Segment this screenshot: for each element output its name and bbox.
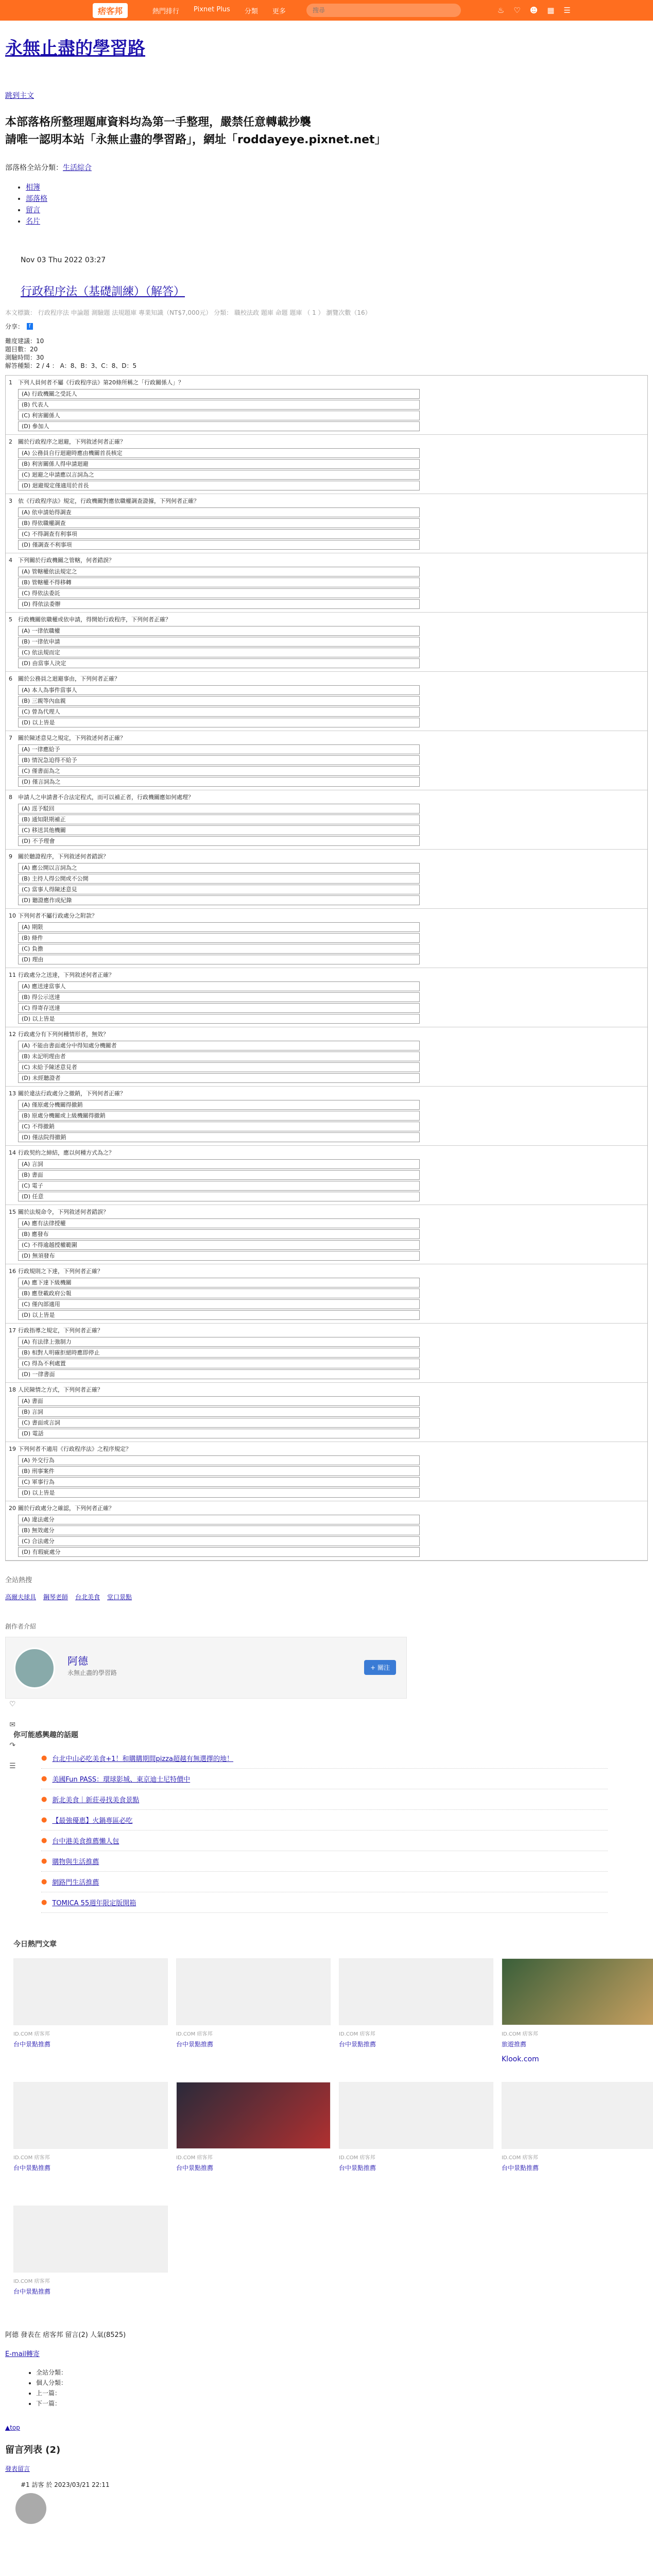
question-item bbox=[6, 1442, 647, 1501]
card-title[interactable]: 台中景點推薦 bbox=[339, 2041, 376, 2048]
hot-link[interactable]: 美國Fun PASS：環球影城、東京迪士尼特價中 bbox=[52, 1776, 191, 1784]
hot-item[interactable] bbox=[41, 1831, 608, 1851]
question-item bbox=[6, 1027, 647, 1087]
link-profile[interactable]: 名片 bbox=[26, 217, 40, 226]
answer-option[interactable]: (D) 以上皆是 bbox=[18, 718, 420, 727]
question-item bbox=[6, 613, 647, 672]
answer-option[interactable]: (B) 原處分機關或上級機關得撤銷 bbox=[18, 1111, 420, 1121]
comment-icon[interactable]: ✉ bbox=[9, 1721, 16, 1729]
hot-item[interactable] bbox=[41, 1892, 608, 1913]
answer-option[interactable]: (A) 應有法律授權 bbox=[18, 1218, 420, 1228]
answer-option[interactable]: (A) 有法律上強制力 bbox=[18, 1337, 420, 1347]
share-label: 分享： bbox=[5, 323, 24, 330]
pixnet-logo[interactable]: 痞客邦 bbox=[93, 3, 128, 18]
card-meta: ID.COM 痞客邦 bbox=[339, 2155, 375, 2161]
hot-item[interactable] bbox=[41, 1810, 608, 1831]
question-number: 7 bbox=[9, 735, 12, 741]
answer-option[interactable]: (A) 不能由書面處分中得知處分機關者 bbox=[18, 1041, 420, 1050]
question-item bbox=[6, 850, 647, 909]
question-number: 15 bbox=[9, 1209, 16, 1215]
card-meta: ID.COM 痞客邦 bbox=[339, 2031, 375, 2037]
post-date: Nov 03 Thu 2022 03:27 bbox=[21, 256, 106, 264]
question-item bbox=[6, 494, 647, 553]
answer-option[interactable]: (D) 得依法委辦 bbox=[18, 599, 420, 609]
info-line: 題目數：20 bbox=[5, 346, 38, 353]
quiz-info bbox=[5, 337, 648, 370]
hot-link[interactable]: 台中港美食推薦懶人包 bbox=[52, 1838, 119, 1845]
question-number: 17 bbox=[9, 1327, 16, 1334]
question-item bbox=[6, 909, 647, 968]
avatar bbox=[15, 2493, 46, 2524]
card-meta: ID.COM 痞客邦 bbox=[176, 2155, 213, 2161]
author-subtitle: 永無止盡的學習路 bbox=[67, 1669, 117, 1676]
nav-more[interactable]: 更多 bbox=[272, 7, 286, 15]
hot-link[interactable]: 購物與生活推薦 bbox=[52, 1858, 99, 1866]
bullet-icon: ● bbox=[41, 1754, 47, 1762]
info-line: 測驗時間：30 bbox=[5, 354, 44, 361]
search-input[interactable] bbox=[306, 4, 461, 17]
answer-option[interactable]: (B) 一律依申請 bbox=[18, 637, 420, 647]
question-item bbox=[6, 1205, 647, 1264]
skip-link[interactable]: 跳到主文 bbox=[5, 92, 34, 100]
answer-option[interactable]: (C) 迴避之申請應以言詞為之 bbox=[18, 470, 420, 480]
article-card[interactable] bbox=[502, 2082, 653, 2190]
card-thumbnail[interactable] bbox=[339, 1958, 493, 2025]
card-meta: ID.COM 痞客邦 bbox=[13, 2279, 50, 2284]
info-line: 解答種類：2 / 4 ： A：8、B：3、C：8、D：5 bbox=[5, 362, 137, 369]
card-thumbnail[interactable] bbox=[13, 2082, 168, 2149]
card-thumbnail[interactable] bbox=[13, 1958, 168, 2025]
answer-option[interactable]: (B) 相對人明確拒絕時應即停止 bbox=[18, 1348, 420, 1358]
question-number: 20 bbox=[9, 1505, 16, 1512]
answer-option[interactable]: (D) 參加人 bbox=[18, 421, 420, 431]
answer-option[interactable]: (D) 一律書面 bbox=[18, 1369, 420, 1379]
question-stem: 行政機關依職權或依申請，得開始行政程序，下列何者正確？ bbox=[18, 616, 171, 623]
answer-option[interactable]: (D) 理由 bbox=[18, 955, 420, 964]
answer-option[interactable]: (D) 由當事人決定 bbox=[18, 658, 420, 668]
answer-option[interactable]: (C) 軍事行為 bbox=[18, 1477, 420, 1487]
heart-icon[interactable]: ♡ bbox=[9, 1700, 16, 1708]
list-item[interactable]: • 下一篇： bbox=[36, 2398, 648, 2409]
question-item bbox=[6, 1146, 647, 1205]
nav-hot[interactable]: 熱門排行 bbox=[152, 7, 180, 15]
share-icon[interactable]: ↷ bbox=[9, 1741, 16, 1750]
question-number: 19 bbox=[9, 1446, 16, 1452]
question-item bbox=[6, 1501, 647, 1561]
comment-item: #1 訪客 於 2023/03/21 22:11 bbox=[21, 2481, 110, 2488]
answer-option[interactable]: (B) 通知限期補正 bbox=[18, 815, 420, 824]
article-card[interactable] bbox=[13, 2206, 168, 2314]
article-card[interactable] bbox=[176, 2082, 331, 2190]
tag-link[interactable]: 台北美食 bbox=[75, 1594, 100, 1601]
answer-option[interactable]: (D) 任意 bbox=[18, 1192, 420, 1201]
answer-option[interactable]: (C) 不得撤銷 bbox=[18, 1122, 420, 1131]
answer-option[interactable]: (D) 僅言詞為之 bbox=[18, 777, 420, 787]
top-icons bbox=[488, 6, 571, 15]
list-item bbox=[26, 193, 648, 205]
question-stem: 下列人員何者不屬《行政程序法》第20條所稱之「行政關係人」？ bbox=[18, 379, 184, 386]
question-number: 11 bbox=[9, 972, 16, 978]
answer-option[interactable]: (B) 未記明理由者 bbox=[18, 1052, 420, 1061]
answer-option[interactable]: (C) 僅書面為之 bbox=[18, 766, 420, 776]
list-item bbox=[26, 205, 648, 216]
answer-option[interactable]: (A) 書面 bbox=[18, 1396, 420, 1406]
question-stem: 行政指導之規定，下列何者正確？ bbox=[18, 1327, 103, 1334]
list-icon[interactable]: ☰ bbox=[9, 1762, 16, 1770]
answer-option[interactable]: (A) 公務員自行迴避時應由機關首長核定 bbox=[18, 448, 420, 458]
answer-option[interactable]: (C) 不得調查有利事項 bbox=[18, 529, 420, 539]
answer-option[interactable]: (B) 情況急迫得不給予 bbox=[18, 755, 420, 765]
question-number: 16 bbox=[9, 1268, 16, 1275]
card-thumbnail[interactable] bbox=[502, 1958, 653, 2025]
question-item bbox=[6, 376, 647, 435]
question-number: 8 bbox=[9, 794, 12, 801]
card-title[interactable]: 台中景點推薦 bbox=[13, 2164, 51, 2172]
top-link[interactable]: ▲top bbox=[5, 2424, 20, 2431]
answer-option[interactable]: (B) 刑事案件 bbox=[18, 1466, 420, 1476]
question-item bbox=[6, 672, 647, 731]
klook-link[interactable]: Klook.com bbox=[502, 2055, 539, 2063]
answer-option[interactable]: (B) 無效處分 bbox=[18, 1526, 420, 1535]
answer-option[interactable]: (B) 利害關係人得申請迴避 bbox=[18, 459, 420, 469]
hot-link[interactable]: TOMICA 55週年限定版開箱 bbox=[52, 1900, 136, 1907]
card-title[interactable]: 旅遊推薦 bbox=[502, 2041, 527, 2048]
question-list bbox=[5, 375, 648, 1561]
post-title[interactable]: 行政程序法（基礎訓練）（解答） bbox=[21, 285, 185, 298]
answer-option[interactable]: (B) 言詞 bbox=[18, 1407, 420, 1417]
question-stem: 行政規則之下達，下列何者正確？ bbox=[18, 1268, 103, 1275]
author-card bbox=[5, 1637, 407, 1699]
answer-option[interactable]: (D) 有瑕疵處分 bbox=[18, 1547, 420, 1557]
hot-list bbox=[5, 1748, 648, 1913]
tags-title: 全站熱搜 bbox=[5, 1577, 32, 1584]
question-number: 9 bbox=[9, 853, 12, 860]
card-thumbnail[interactable] bbox=[339, 2082, 493, 2149]
answer-option[interactable]: (D) 迴避規定僅適用於首長 bbox=[18, 481, 420, 490]
cat-link[interactable]: 生活綜合 bbox=[63, 164, 92, 172]
answer-option[interactable]: (A) 違法處分 bbox=[18, 1515, 420, 1524]
author-name[interactable]: 阿德 bbox=[67, 1655, 88, 1667]
question-number: 4 bbox=[9, 557, 12, 564]
answer-option[interactable]: (A) 應公開以言詞為之 bbox=[18, 863, 420, 873]
answer-option[interactable]: (A) 管轄權依法規定之 bbox=[18, 567, 420, 577]
question-item bbox=[6, 553, 647, 613]
comments-title: 留言列表 (2) bbox=[5, 2445, 61, 2455]
recommend-grid bbox=[5, 1958, 648, 2314]
blog-category bbox=[5, 162, 648, 173]
question-stem: 行政處分之送達，下列敘述何者正確？ bbox=[18, 972, 114, 978]
answer-option[interactable]: (A) 外交行為 bbox=[18, 1455, 420, 1465]
list-item: • 個人分類： bbox=[36, 2378, 648, 2388]
question-number: 10 bbox=[9, 912, 16, 919]
grid-icon[interactable]: ▦ bbox=[547, 6, 555, 15]
tag-link[interactable]: 高爾夫球具 bbox=[5, 1594, 37, 1601]
article-card[interactable] bbox=[339, 2082, 493, 2190]
answer-option[interactable]: (D) 以上皆是 bbox=[18, 1310, 420, 1320]
answer-option[interactable]: (C) 得依法委託 bbox=[18, 588, 420, 598]
answer-option[interactable]: (C) 書面或言詞 bbox=[18, 1418, 420, 1428]
facebook-icon[interactable]: f bbox=[27, 323, 33, 330]
question-stem: 行政處分有下列何種情形者，無效？ bbox=[18, 1031, 109, 1038]
answer-option[interactable]: (D) 以上皆是 bbox=[18, 1014, 420, 1024]
hot-item[interactable] bbox=[41, 1769, 608, 1789]
card-meta: ID.COM 痞客邦 bbox=[13, 2155, 50, 2161]
question-item bbox=[6, 968, 647, 1027]
post-tags: 本文標籤： 行政程序法 申論題 測驗題 法規題庫 專業知識（NT$7,000元） 分類： 職校法政 題庫 命題 題庫 （ 1 ） 瀏覽次數（16） bbox=[5, 309, 371, 316]
bullet-icon: ● bbox=[41, 1857, 47, 1865]
email-forward bbox=[5, 2348, 648, 2358]
answer-option[interactable]: (D) 聽證應作成紀錄 bbox=[18, 895, 420, 905]
question-stem: 關於行政處分之確認，下列何者正確？ bbox=[18, 1505, 114, 1512]
question-stem: 關於公務員之迴避事由，下列何者正確？ bbox=[18, 675, 120, 682]
answer-option[interactable]: (B) 書面 bbox=[18, 1170, 420, 1180]
answer-option[interactable]: (B) 得公示送達 bbox=[18, 992, 420, 1002]
question-item bbox=[6, 790, 647, 850]
card-title[interactable]: 台中景點推薦 bbox=[176, 2041, 214, 2048]
question-item bbox=[6, 435, 647, 494]
answer-option[interactable]: (A) 逕予駁回 bbox=[18, 804, 420, 814]
desc-line-2: 請唯一認明本站「永無止盡的學習路」，網址「roddayeye.pixnet.net」 bbox=[5, 133, 386, 146]
question-number: 6 bbox=[9, 675, 12, 682]
question-stem: 依《行政程序法》規定，行政機關對應依職權調查證據，下列何者正確？ bbox=[18, 498, 199, 504]
hot-item[interactable] bbox=[41, 1872, 608, 1892]
bullet-icon: ● bbox=[41, 1878, 47, 1886]
answer-option[interactable]: (C) 利害關係人 bbox=[18, 411, 420, 420]
answer-option[interactable]: (A) 僅原處分機關得撤銷 bbox=[18, 1100, 420, 1110]
question-stem: 關於法規命令，下列敘述何者錯誤？ bbox=[18, 1209, 109, 1215]
card-meta: ID.COM 痞客邦 bbox=[13, 2031, 50, 2037]
answer-option[interactable]: (B) 代表人 bbox=[18, 400, 420, 410]
follow-button[interactable]: + 關注 bbox=[364, 1660, 396, 1675]
hot-tags bbox=[5, 1574, 648, 1601]
answer-option[interactable]: (D) 無須發布 bbox=[18, 1251, 420, 1261]
answer-option[interactable]: (D) 電話 bbox=[18, 1429, 420, 1438]
answer-option[interactable]: (B) 應登載政府公報 bbox=[18, 1289, 420, 1298]
question-stem: 下列何者不屬行政處分之附款？ bbox=[18, 912, 97, 919]
answer-option[interactable]: (B) 應發布 bbox=[18, 1229, 420, 1239]
hot-item[interactable] bbox=[41, 1851, 608, 1872]
question-number: 3 bbox=[9, 498, 12, 504]
answer-option[interactable]: (D) 僅調查不利事項 bbox=[18, 540, 420, 550]
card-title[interactable]: 台中景點推薦 bbox=[13, 2288, 51, 2295]
answer-option[interactable]: (C) 未給予陳述意見者 bbox=[18, 1062, 420, 1072]
article-card[interactable] bbox=[13, 2082, 168, 2190]
question-number: 14 bbox=[9, 1149, 16, 1156]
hot-link[interactable]: 【最強優惠】火鍋專區必吃 bbox=[52, 1817, 133, 1825]
cat-prefix: 部落格全站分類： bbox=[5, 164, 63, 172]
answer-option[interactable]: (A) 一律依職權 bbox=[18, 626, 420, 636]
answer-option[interactable]: (C) 不得逾越授權範圍 bbox=[18, 1240, 420, 1250]
answer-option[interactable]: (D) 以上皆是 bbox=[18, 1488, 420, 1498]
answer-option[interactable]: (D) 不予理會 bbox=[18, 836, 420, 846]
card-title[interactable]: 台中景點推薦 bbox=[176, 2164, 214, 2172]
answer-option[interactable]: (B) 得依職權調查 bbox=[18, 518, 420, 528]
article-card[interactable] bbox=[339, 1958, 493, 2066]
question-stem: 下列關於行政機關之管轄，何者錯誤？ bbox=[18, 557, 114, 564]
post-footer: 阿德 發表在 痞客邦 留言(2) 人氣(8525) bbox=[5, 2331, 126, 2339]
answer-option[interactable]: (C) 合法處分 bbox=[18, 1536, 420, 1546]
answer-option[interactable]: (C) 曾為代理人 bbox=[18, 707, 420, 717]
blog-title[interactable]: 永無止盡的學習路 bbox=[5, 38, 145, 59]
question-stem: 關於聽證程序，下列敘述何者錯誤？ bbox=[18, 853, 109, 860]
answer-option[interactable]: (A) 期限 bbox=[18, 922, 420, 932]
card-thumbnail[interactable] bbox=[502, 2082, 653, 2149]
card-thumbnail[interactable] bbox=[176, 2082, 331, 2149]
back-to-top bbox=[5, 2424, 648, 2431]
card-meta: ID.COM 痞客邦 bbox=[502, 2155, 538, 2161]
link-blog[interactable]: 部落格 bbox=[26, 195, 47, 203]
card-meta: ID.COM 痞客邦 bbox=[176, 2031, 213, 2037]
article-card[interactable] bbox=[176, 1958, 331, 2066]
answer-option[interactable]: (B) 主持人得公開或不公開 bbox=[18, 874, 420, 884]
hot-link[interactable]: 網路門生活推薦 bbox=[52, 1879, 99, 1887]
card-title[interactable]: 台中景點推薦 bbox=[339, 2164, 376, 2172]
list-item[interactable]: • 上一篇： bbox=[36, 2388, 648, 2398]
blog-description bbox=[5, 114, 648, 149]
answer-option[interactable]: (C) 移送其他機關 bbox=[18, 825, 420, 835]
card-meta: ID.COM 痞客邦 bbox=[502, 2031, 538, 2037]
bell-icon[interactable]: ♨ bbox=[497, 6, 505, 15]
author-header: 創作者介紹 bbox=[5, 1623, 37, 1630]
question-stem: 行政契約之締結，應以何種方式為之？ bbox=[18, 1149, 114, 1156]
link-album[interactable]: 相簿 bbox=[26, 183, 40, 192]
answer-option[interactable]: (C) 得寄存送達 bbox=[18, 1003, 420, 1013]
question-item bbox=[6, 1383, 647, 1442]
card-title[interactable]: 台中景點推薦 bbox=[13, 2041, 51, 2048]
menu-icon[interactable]: ☰ bbox=[563, 6, 571, 15]
top-nav bbox=[138, 6, 286, 15]
question-stem: 關於違法行政處分之撤銷，下列何者正確？ bbox=[18, 1090, 126, 1097]
answer-option[interactable]: (C) 得為不利處置 bbox=[18, 1359, 420, 1368]
article-card[interactable] bbox=[502, 1958, 653, 2066]
post-comment-link[interactable]: 發表留言 bbox=[5, 2465, 30, 2472]
hot-item[interactable] bbox=[41, 1748, 608, 1769]
answer-option[interactable]: (A) 依申請始得調查 bbox=[18, 507, 420, 517]
nav-category[interactable]: 分類 bbox=[244, 7, 258, 15]
top-bar bbox=[0, 0, 653, 21]
bullet-icon: ● bbox=[41, 1795, 47, 1803]
question-number: 13 bbox=[9, 1090, 16, 1097]
bullet-icon: ● bbox=[41, 1899, 47, 1906]
heart-icon[interactable]: ♡ bbox=[513, 6, 521, 15]
bullet-icon: ● bbox=[41, 1816, 47, 1824]
question-number: 1 bbox=[9, 379, 12, 386]
hot-link[interactable]: 台北中山必吃美食+1！和購購期間pizza超越有無選擇的地！ bbox=[52, 1755, 233, 1763]
category-nav bbox=[5, 2367, 648, 2409]
hot-title: 你可能感興趣的話題 bbox=[13, 1731, 78, 1739]
recommend-title: 今日熱門文章 bbox=[13, 1940, 57, 1948]
tags-list bbox=[5, 1592, 648, 1601]
card-thumbnail[interactable] bbox=[176, 1958, 331, 2025]
avatar[interactable] bbox=[14, 1648, 55, 1689]
email-link[interactable]: E-mail轉寄 bbox=[5, 2350, 40, 2358]
question-stem: 下列何者不適用《行政程序法》之程序規定？ bbox=[18, 1446, 131, 1452]
question-item bbox=[6, 1087, 647, 1146]
card-thumbnail[interactable] bbox=[13, 2206, 168, 2273]
question-number: 5 bbox=[9, 616, 12, 623]
answer-option[interactable]: (D) 僅法院得撤銷 bbox=[18, 1132, 420, 1142]
nav-plus[interactable]: Pixnet Plus bbox=[194, 5, 230, 13]
comment-link-wrap bbox=[5, 2464, 648, 2473]
answer-option[interactable]: (B) 條件 bbox=[18, 933, 420, 943]
bullet-icon: ● bbox=[41, 1775, 47, 1783]
answer-option[interactable]: (A) 一律應給予 bbox=[18, 744, 420, 754]
answer-option[interactable]: (A) 行政機關之受託人 bbox=[18, 389, 420, 399]
answer-option[interactable]: (D) 未經聽證者 bbox=[18, 1073, 420, 1083]
question-stem: 申請人之申請書不合法定程式，而可以補正者，行政機關應如何處理？ bbox=[18, 794, 194, 801]
card-title[interactable]: 台中景點推薦 bbox=[502, 2164, 539, 2172]
page-content bbox=[5, 21, 648, 2524]
question-item bbox=[6, 1324, 647, 1383]
question-number: 12 bbox=[9, 1031, 16, 1038]
question-stem: 關於行政程序之迴避，下列敘述何者正確？ bbox=[18, 438, 126, 445]
answer-option[interactable]: (A) 言詞 bbox=[18, 1159, 420, 1169]
user-icon[interactable]: ☻ bbox=[529, 6, 538, 15]
tag-link[interactable]: 堂口景點 bbox=[107, 1594, 132, 1601]
answer-option[interactable]: (C) 當事人得陳述意見 bbox=[18, 885, 420, 894]
question-item bbox=[6, 1264, 647, 1324]
question-number: 2 bbox=[9, 438, 12, 445]
answer-option[interactable]: (C) 電子 bbox=[18, 1181, 420, 1191]
share-bar bbox=[5, 322, 648, 331]
question-stem: 關於陳述意見之規定，下列敘述何者正確？ bbox=[18, 735, 126, 741]
answer-option[interactable]: (C) 負擔 bbox=[18, 944, 420, 954]
article-card[interactable] bbox=[13, 1958, 168, 2066]
hot-link[interactable]: 新北美食｜新莊尋找美食景點 bbox=[52, 1797, 140, 1804]
bullet-icon: ● bbox=[41, 1837, 47, 1844]
answer-option[interactable]: (B) 三親等內血親 bbox=[18, 696, 420, 706]
question-item bbox=[6, 731, 647, 790]
answer-option[interactable]: (C) 僅內部適用 bbox=[18, 1299, 420, 1309]
answer-option[interactable]: (A) 應下達下級機關 bbox=[18, 1278, 420, 1287]
tag-link[interactable]: 鋼琴老師 bbox=[43, 1594, 68, 1601]
answer-option[interactable]: (B) 管轄權不得移轉 bbox=[18, 578, 420, 587]
info-line: 難度建議：10 bbox=[5, 337, 44, 345]
list-item bbox=[26, 182, 648, 193]
hot-item[interactable] bbox=[41, 1789, 608, 1810]
answer-option[interactable]: (A) 應送達當事人 bbox=[18, 981, 420, 991]
question-stem: 人民陳情之方式，下列何者正確？ bbox=[18, 1386, 103, 1393]
desc-line-1: 本部落格所整理題庫資料均為第一手整理，嚴禁任意轉載抄襲 bbox=[5, 116, 312, 129]
link-guestbook[interactable]: 留言 bbox=[26, 206, 40, 214]
list-item bbox=[26, 216, 648, 227]
blog-links bbox=[5, 182, 648, 227]
answer-option[interactable]: (C) 依法規而定 bbox=[18, 648, 420, 657]
answer-option[interactable]: (A) 本人為事件當事人 bbox=[18, 685, 420, 695]
question-number: 18 bbox=[9, 1386, 16, 1393]
list-item: • 全站分類： bbox=[36, 2367, 648, 2378]
